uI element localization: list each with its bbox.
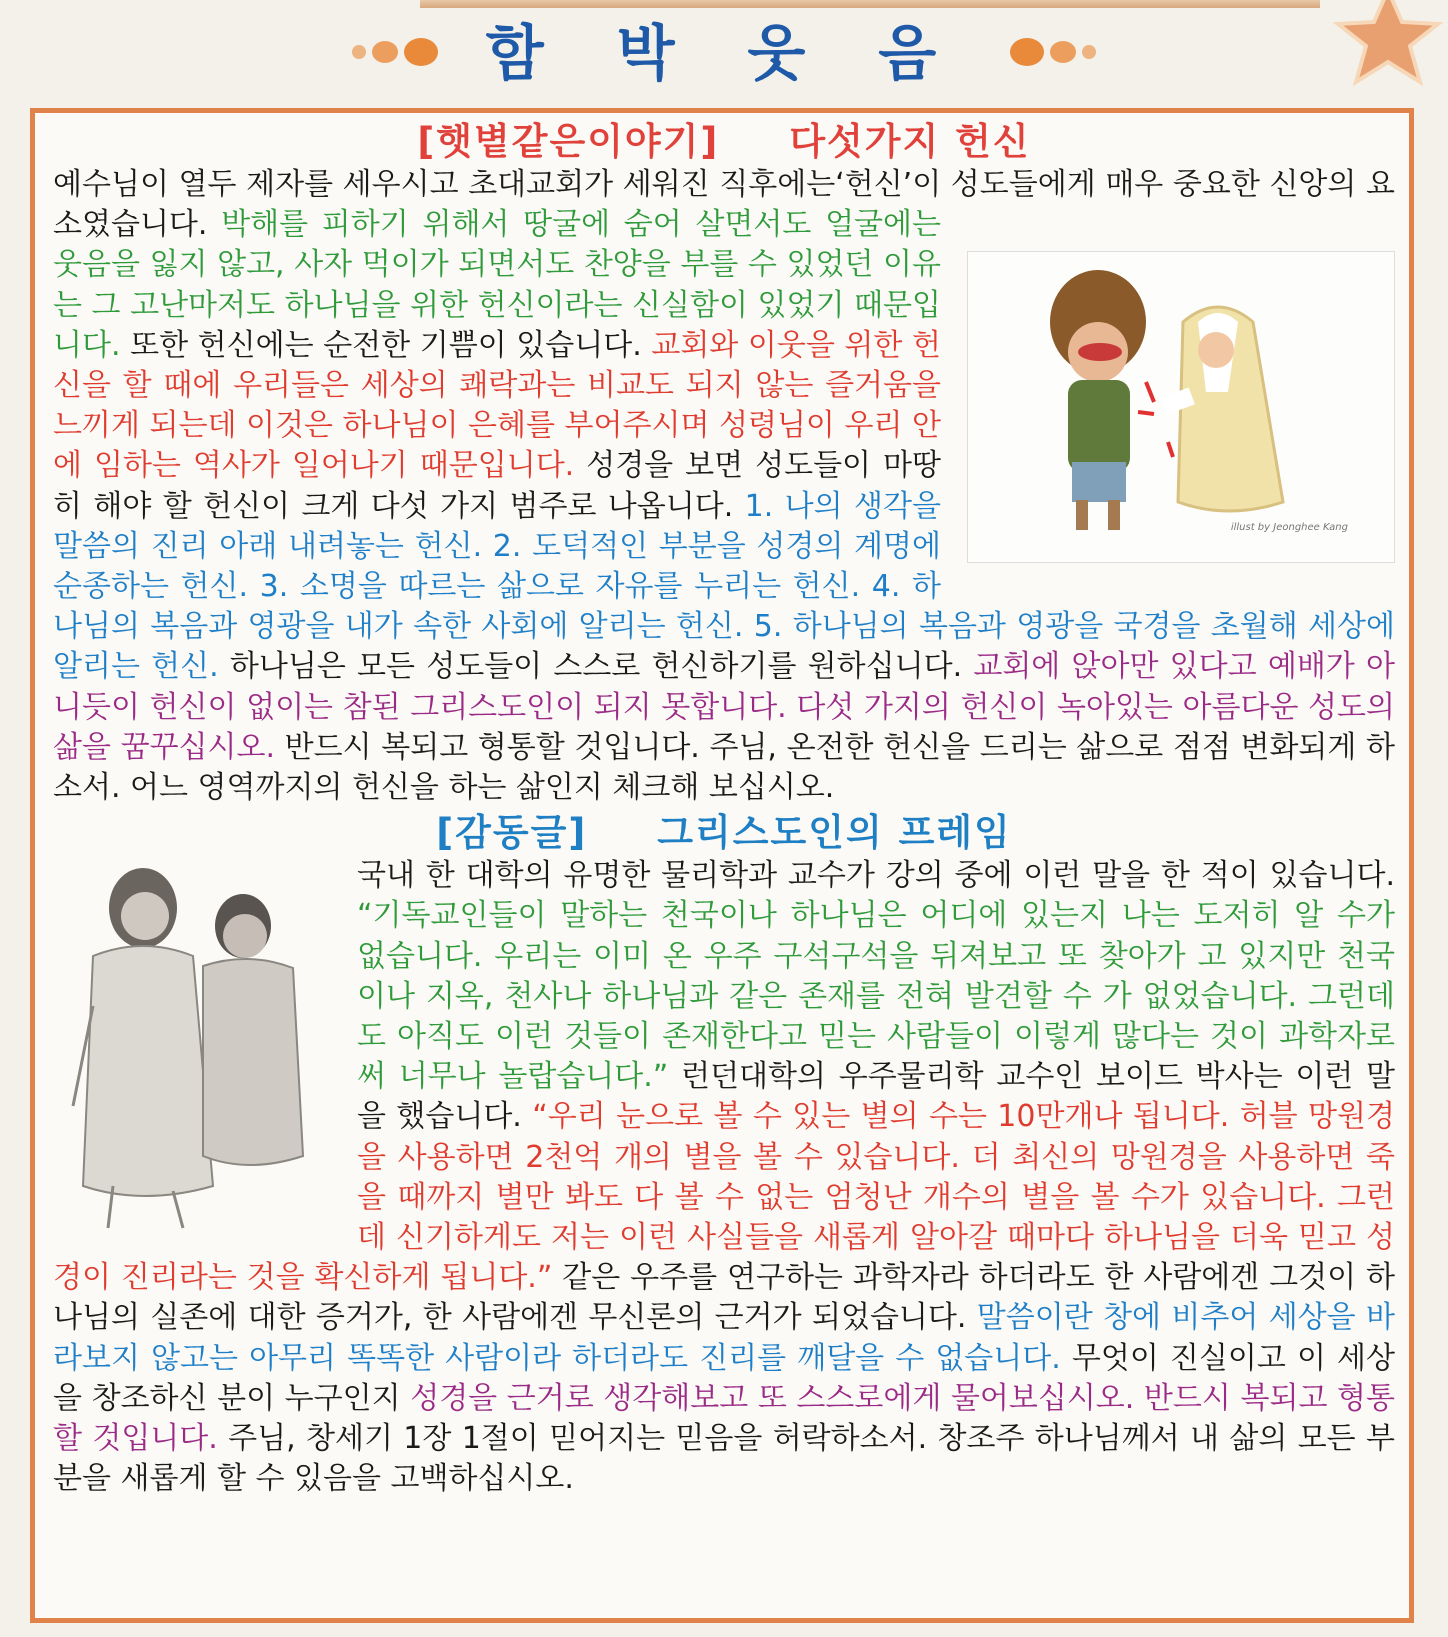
s1-sentence-2: 박해를 피하기 위해서 땅굴에 숨어 살면서도 얼굴에는 웃음을 잃지 않고, 사자 먹이가 되면서도 찬양을 부를 수 있었던 이유는 그 고난마저도 하나님을 위한 헌신이라는 신실함이 있었기 때문입니다.	[53, 207, 941, 363]
s1-sentence-4: 교회와 이웃을 위한 헌신을 할 때에 우리들은 세상의 쾌락과는 비교도 되지 않는 즐거움을 느끼게 되는데 이것은 하나님이 은혜를 부어주시며 성령님이 우리 안에 임하는 역사가 일어나기 때문입니다.	[53, 327, 941, 484]
article-frame	[30, 108, 1414, 1623]
section1-title: 다섯가지 헌신	[789, 120, 1031, 163]
section1-tag: [햇볕같은이야기]	[417, 120, 720, 163]
s1-sentence-8: 교회에 앉아만 있다고 예배가 아니듯이 헌신이 없이는 참된 그리스도인이 되지 못합니다. 다섯 가지의 헌신이 녹아있는 아름다운 성도의 삶을 꿈꾸십시오.	[53, 649, 1395, 765]
section2-heading	[53, 810, 1395, 856]
article-content	[53, 119, 1395, 1500]
s2-sentence-2: “기독교인들이 말하는 천국이나 하나님은 어디에 있는지 나는 도저히 알 수가 없습니다. 우리는 이미 온 우주 구석구석을 뒤져보고 또 찾아가 고 있지만 천국이나 지옥, 천사나 하나님과 같은 존재를 전혀 발견할 수 가 없었습니다. 그런데도 아직도 이런 것들이 존재한다고 믿는 사람들이 이렇게 많다는 것이 과학자로써 너무나 놀랍습니다.”	[357, 898, 1395, 1095]
s1-sentence-5: 성경을 보면 성도들이 마땅히 해야 할 헌신이 크게 다섯 가지 범주로 나옵니다.	[53, 448, 941, 524]
s2-sentence-3: 런던대학의 우주물리학 교수인 보이드 박사는 이런 말을 했습니다.	[357, 1059, 1395, 1135]
illustration-1-caption: illust by Jeonghee Kang	[1230, 522, 1348, 533]
s2-sentence-4: “우리 눈으로 볼 수 있는 별의 수는 10만개나 됩니다. 허블 망원경을 사용하면 2천억 개의 별을 볼 수 있습니다. 더 최신의 망원경을 사용하면 죽을 때까지 별만 봐도 다 볼 수 없는 엄청난 개수의 별을 볼 수가 있습니다. 그런데 신기하게도 저는 이런 사실들을 새롭게 알아갈 때마다 하나님을 더욱 믿고 성경이 진리라는 것을 확신하게 됩니다.”	[53, 1099, 1395, 1296]
s1-sentence-9: 반드시 복되고 형통할 것입니다. 주님, 온전한 헌신을 드리는 삶으로 점점 변화되게 하소서. 어느 영역까지의 헌신을 하는 삶인지 체크해 보십시오.	[53, 729, 1395, 806]
section1-body	[53, 165, 1395, 808]
section2-tag: [감동글]	[436, 811, 588, 855]
s1-sentence-3: 또한 헌신에는 순전한 기쁨이 있습니다.	[130, 327, 642, 363]
s2-sentence-7: 무엇이 진실이고 이 세상을 창조하신 분이 누구인지	[53, 1340, 1395, 1416]
top-decor-bar	[420, 0, 1320, 8]
header	[0, 14, 1448, 104]
illustration-jesus-walking-with-man-icon	[53, 856, 343, 1236]
page-title: 함 박 웃 음	[485, 19, 963, 89]
s1-sentence-1: 예수님이 열두 제자를 세우시고 초대교회가 세워진 직후에는‘헌신’이 성도들에게 매우 중요한 신앙의 요소였습니다.	[53, 167, 1395, 243]
section1-heading	[53, 119, 1395, 165]
left-dots-decor	[349, 38, 441, 66]
s2-sentence-6: 말씀이란 창에 비추어 세상을 바라보지 않고는 아무리 똑똑한 사람이라 하더라도 진리를 깨달을 수 없습니다.	[53, 1300, 1395, 1376]
s1-sentence-6: 1. 나의 생각을 말씀의 진리 아래 내려놓는 헌신. 2. 도덕적인 부분을 성경의 계명에 순종하는 헌신. 3. 소명을 따르는 삶으로 자유를 누리는 헌신. 4. 하나님의 복음과 영광을 내가 속한 사회에 알리는 헌신. 5. 하나님의 복음과 영광을 국경을 초월해 세상에 알리는 헌신.	[53, 488, 1395, 685]
illustration-2	[53, 856, 343, 1236]
section2-body	[53, 856, 1395, 1499]
illustration-1	[967, 251, 1395, 563]
s2-sentence-8: 성경을 근거로 생각해보고 또 스스로에게 물어보십시오. 반드시 복되고 형통할 것입니다.	[53, 1380, 1395, 1457]
right-dots-decor	[1007, 38, 1099, 66]
s2-sentence-5: 같은 우주를 연구하는 과학자라 하더라도 한 사람에겐 그것이 하나님의 실존에 대한 증거가, 한 사람에겐 무신론의 근거가 되었습니다.	[53, 1260, 1395, 1336]
s2-sentence-1: 국내 한 대학의 유명한 물리학과 교수가 강의 중에 이런 말을 한 적이 있습니다.	[357, 858, 1395, 894]
s2-sentence-9: 주님, 창세기 1장 1절이 믿어지는 믿음을 허락하소서. 창조주 하나님께서 내 삶의 모든 부분을 새롭게 할 수 있음을 고백하십시오.	[53, 1421, 1395, 1497]
s1-sentence-7: 하나님은 모든 성도들이 스스로 헌신하기를 원하십니다.	[229, 649, 963, 685]
section2-title: 그리스도인의 프레임	[657, 811, 1012, 855]
